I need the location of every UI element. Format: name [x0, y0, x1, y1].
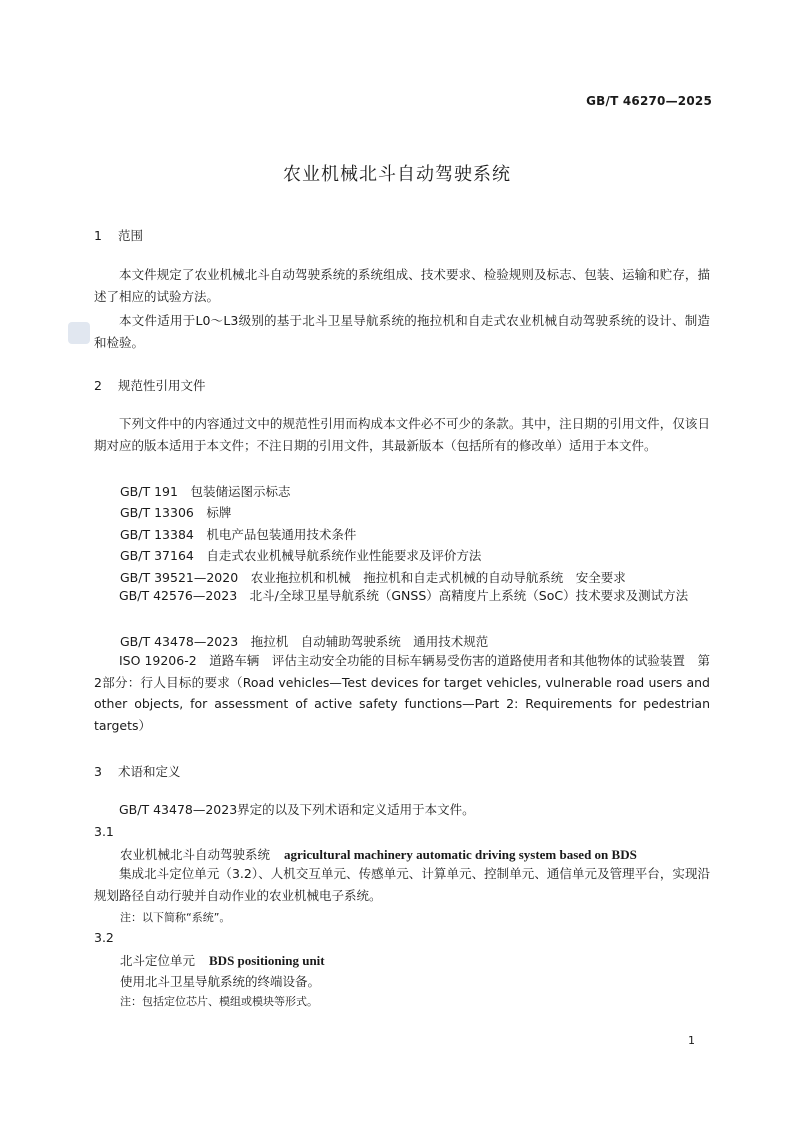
standard-number: GB/T 46270—2025 — [586, 94, 712, 108]
reference-code: GB/T 191 — [120, 484, 178, 499]
term-en: agricultural machinery automatic driving system based on BDS — [284, 847, 637, 862]
section-number: 2 — [94, 378, 102, 393]
section-number: 3 — [94, 764, 102, 779]
term-zh: 农业机械北斗自动驾驶系统 — [120, 847, 271, 862]
normative-intro: 下列文件中的内容通过文中的规范性引用而构成本文件必不可少的条款。其中，注日期的引用文件，仅该日期对应的版本适用于本文件；不注日期的引用文件，其最新版本（包括所有的修改单）适用于本文件。 — [94, 416, 710, 453]
section-heading-2 — [94, 376, 206, 394]
reference-title: 包装储运图示标志 — [190, 484, 291, 499]
term-definition: 使用北斗卫星导航系统的终端设备。 — [120, 974, 321, 989]
section-title: 术语和定义 — [118, 764, 181, 779]
scope-paragraph-1: 本文件规定了农业机械北斗自动驾驶系统的系统组成、技术要求、检验规则及标志、包装、运输和贮存，描述了相应的试验方法。 — [94, 267, 710, 304]
reference-item — [120, 546, 481, 564]
reference-code: GB/T 13306 — [120, 505, 194, 520]
term-note: 注：以下简称“系统”。 — [120, 911, 231, 924]
reference-code: GB/T 43478—2023 — [120, 634, 239, 649]
term-number: 3.1 — [94, 824, 114, 839]
reference-title: 机电产品包装通用技术条件 — [206, 527, 357, 542]
reference-title: 自走式农业机械导航系统作业性能要求及评价方法 — [206, 548, 482, 563]
reference-code: GB/T 39521—2020 — [120, 570, 239, 585]
reference-code: GB/T 13384 — [120, 527, 194, 542]
scope-paragraph-2: 本文件适用于L0～L3级别的基于北斗卫星导航系统的拖拉机和自走式农业机械自动驾驶系统的设计、制造和检验。 — [94, 313, 710, 350]
reference-item-iso: ISO 19206-2 道路车辆 评估主动安全功能的目标车辆易受伤害的道路使用者和其他物体的试验装置 第2部分：行人目标的要求（Road vehicles—Test devices for target vehicles, vulnerable road users and other objects, for assessment of active safety functions—Part 2: Requirements for pedestrian targets） — [94, 653, 710, 733]
term-entry — [120, 845, 637, 863]
reference-item — [120, 568, 626, 586]
section-title: 范围 — [118, 228, 144, 243]
reference-item — [120, 632, 488, 650]
term-number: 3.2 — [94, 930, 114, 945]
reference-item — [120, 503, 231, 521]
reference-item-gnss: GB/T 42576—2023 北斗/全球卫星导航系统（GNSS）高精度片上系统（SoC）技术要求及测试方法 — [119, 588, 689, 603]
page-number: 1 — [688, 1034, 695, 1047]
term-zh: 北斗定位单元 — [120, 953, 196, 968]
term-entry — [120, 951, 325, 969]
section-number: 1 — [94, 228, 102, 243]
reference-code: GB/T 37164 — [120, 548, 194, 563]
section-heading-3 — [94, 762, 181, 780]
section-heading-1 — [94, 226, 143, 244]
terms-intro: GB/T 43478—2023界定的以及下列术语和定义适用于本文件。 — [119, 802, 475, 817]
reference-title: 农业拖拉机和机械 拖拉机和自走式机械的自动导航系统 安全要求 — [250, 570, 626, 585]
watermark-stamp — [68, 322, 90, 344]
term-note: 注：包括定位芯片、模组或模块等形式。 — [120, 995, 318, 1008]
reference-item — [120, 482, 290, 500]
reference-item — [120, 525, 356, 543]
reference-title: 标牌 — [206, 505, 232, 520]
term-en: BDS positioning unit — [209, 953, 325, 968]
reference-title: 拖拉机 自动辅助驾驶系统 通用技术规范 — [250, 634, 489, 649]
document-title: 农业机械北斗自动驾驶系统 — [283, 164, 511, 185]
term-definition: 集成北斗定位单元（3.2）、人机交互单元、传感单元、计算单元、控制单元、通信单元及管理平台，实现沿规划路径自动行驶并自动作业的农业机械电子系统。 — [94, 866, 710, 903]
section-title: 规范性引用文件 — [118, 378, 206, 393]
